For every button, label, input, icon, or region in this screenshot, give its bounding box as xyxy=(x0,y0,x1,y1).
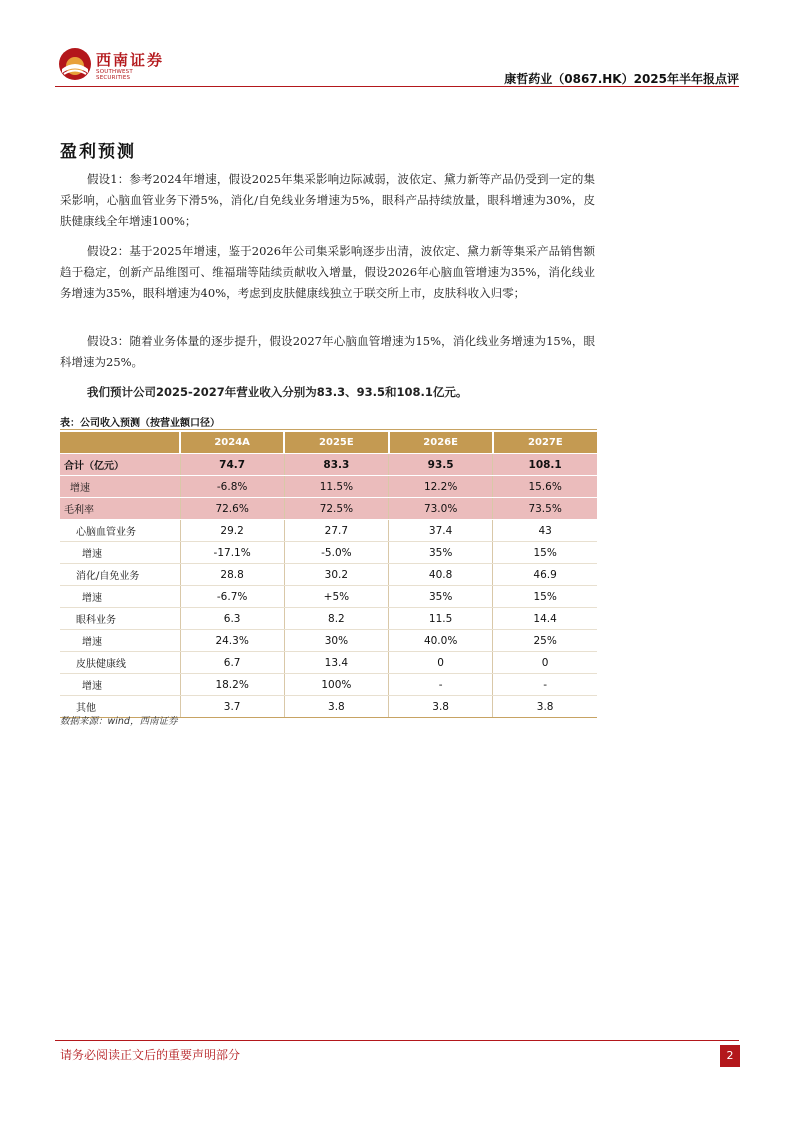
table-cell: +5% xyxy=(284,586,388,608)
table-cell: 3.8 xyxy=(389,696,493,718)
row-label: 增速 xyxy=(60,630,180,652)
table-cell: 11.5 xyxy=(389,608,493,630)
table-cell: 25% xyxy=(493,630,597,652)
table-cell: 83.3 xyxy=(284,454,388,476)
revenue-summary: 我们预计公司2025-2027年营业收入分别为83.3、93.5和108.1亿元。 xyxy=(87,385,468,399)
table-cell: 93.5 xyxy=(389,454,493,476)
row-label: 眼科业务 xyxy=(60,608,180,630)
table-cell: 14.4 xyxy=(493,608,597,630)
table-cell: 8.2 xyxy=(284,608,388,630)
table-cell: 3.8 xyxy=(493,696,597,718)
logo-english-name: SOUTHWEST SECURITIES xyxy=(96,69,133,81)
table-cell: 43 xyxy=(493,520,597,542)
table-cell: - xyxy=(389,674,493,696)
table-cell: 0 xyxy=(493,652,597,674)
table-cell: 11.5% xyxy=(284,476,388,498)
table-header-cell: 2025E xyxy=(284,432,388,454)
row-label: 增速 xyxy=(60,586,180,608)
table-cell: -6.7% xyxy=(180,586,284,608)
table-cell: 3.7 xyxy=(180,696,284,718)
table-row xyxy=(60,520,597,542)
table-row xyxy=(60,586,597,608)
logo-emblem-icon xyxy=(58,47,92,81)
row-label: 增速 xyxy=(60,674,180,696)
section-title: 盈利预测 xyxy=(60,142,136,162)
table-header-cell: 2027E xyxy=(493,432,597,454)
table-header-cell: 2026E xyxy=(389,432,493,454)
logo-chinese-name: 西南证券 xyxy=(96,51,165,69)
row-label: 增速 xyxy=(60,542,180,564)
row-label: 皮肤健康线 xyxy=(60,652,180,674)
table-cell: 6.7 xyxy=(180,652,284,674)
row-label: 毛利率 xyxy=(60,498,180,520)
row-label: 合计（亿元） xyxy=(60,454,180,476)
table-row xyxy=(60,608,597,630)
table-cell: 100% xyxy=(284,674,388,696)
assumption-3: 假设3：随着业务体量的逐步提升，假设2027年心脑血管增速为15%，消化线业务增速为15%，眼科增速为25%。 xyxy=(60,334,595,369)
table-cell: 24.3% xyxy=(180,630,284,652)
row-label: 其他 xyxy=(60,696,180,718)
table-cell: 13.4 xyxy=(284,652,388,674)
header-divider xyxy=(55,86,739,87)
page-number: 2 xyxy=(720,1045,740,1067)
table-row xyxy=(60,652,597,674)
table-cell: 6.3 xyxy=(180,608,284,630)
company-logo xyxy=(58,47,168,83)
assumption-1: 假设1：参考2024年增速，假设2025年集采影响边际减弱，波依定、黛力新等产品仍受到一定的集采影响，心脑血管业务下滑5%，消化/自免线业务增速为5%，眼科产品持续放量，眼科增速为30%，皮肤健康线全年增速100%； xyxy=(60,172,595,228)
table-cell: -5.0% xyxy=(284,542,388,564)
table-header-row xyxy=(60,432,597,454)
table-cell: -17.1% xyxy=(180,542,284,564)
table-cell: 35% xyxy=(389,542,493,564)
table-cell: - xyxy=(493,674,597,696)
table-cell: 3.8 xyxy=(284,696,388,718)
table-cell: 27.7 xyxy=(284,520,388,542)
table-cell: 35% xyxy=(389,586,493,608)
table-cell: 72.5% xyxy=(284,498,388,520)
table-cell: 108.1 xyxy=(493,454,597,476)
caption-divider xyxy=(60,429,597,430)
assumption-2: 假设2：基于2025年增速，鉴于2026年公司集采影响逐步出清，波依定、黛力新等集采产品销售额趋于稳定，创新产品维图可、维福瑞等陆续贡献收入增量，假设2026年心脑血管增速为35%，消化线业务增速为35%，眼科增速为40%，考虑到皮肤健康线独立于联交所上市，皮肤科收入归零； xyxy=(60,244,595,300)
table-cell: 73.0% xyxy=(389,498,493,520)
table-header-blank xyxy=(60,432,180,454)
table-cell: 15.6% xyxy=(493,476,597,498)
table-row xyxy=(60,542,597,564)
table-cell: 73.5% xyxy=(493,498,597,520)
footer-disclaimer: 请务必阅读正文后的重要声明部分 xyxy=(60,1048,241,1062)
table-row xyxy=(60,454,597,476)
row-label: 增速 xyxy=(60,476,180,498)
data-source-note: 数据来源：wind，西南证券 xyxy=(60,716,178,727)
report-title: 康哲药业（0867.HK）2025年半年报点评 xyxy=(504,72,739,86)
revenue-forecast-table xyxy=(60,432,597,718)
table-cell: 37.4 xyxy=(389,520,493,542)
table-row xyxy=(60,630,597,652)
table-caption: 表：公司收入预测（按营业额口径） xyxy=(60,418,220,429)
table-cell: 29.2 xyxy=(180,520,284,542)
table-cell: 18.2% xyxy=(180,674,284,696)
table-cell: 74.7 xyxy=(180,454,284,476)
table-cell: 30% xyxy=(284,630,388,652)
row-label: 消化/自免业务 xyxy=(60,564,180,586)
table-cell: 12.2% xyxy=(389,476,493,498)
table-row xyxy=(60,674,597,696)
table-cell: 28.8 xyxy=(180,564,284,586)
table-cell: 40.0% xyxy=(389,630,493,652)
table-cell: 0 xyxy=(389,652,493,674)
row-label: 心脑血管业务 xyxy=(60,520,180,542)
table-cell: 30.2 xyxy=(284,564,388,586)
table-cell: 15% xyxy=(493,542,597,564)
table-cell: -6.8% xyxy=(180,476,284,498)
table-row xyxy=(60,564,597,586)
table-cell: 46.9 xyxy=(493,564,597,586)
table-cell: 15% xyxy=(493,586,597,608)
table-row xyxy=(60,498,597,520)
table-cell: 40.8 xyxy=(389,564,493,586)
table-cell: 72.6% xyxy=(180,498,284,520)
table-header-cell: 2024A xyxy=(180,432,284,454)
table-row xyxy=(60,476,597,498)
footer-divider xyxy=(55,1040,739,1041)
